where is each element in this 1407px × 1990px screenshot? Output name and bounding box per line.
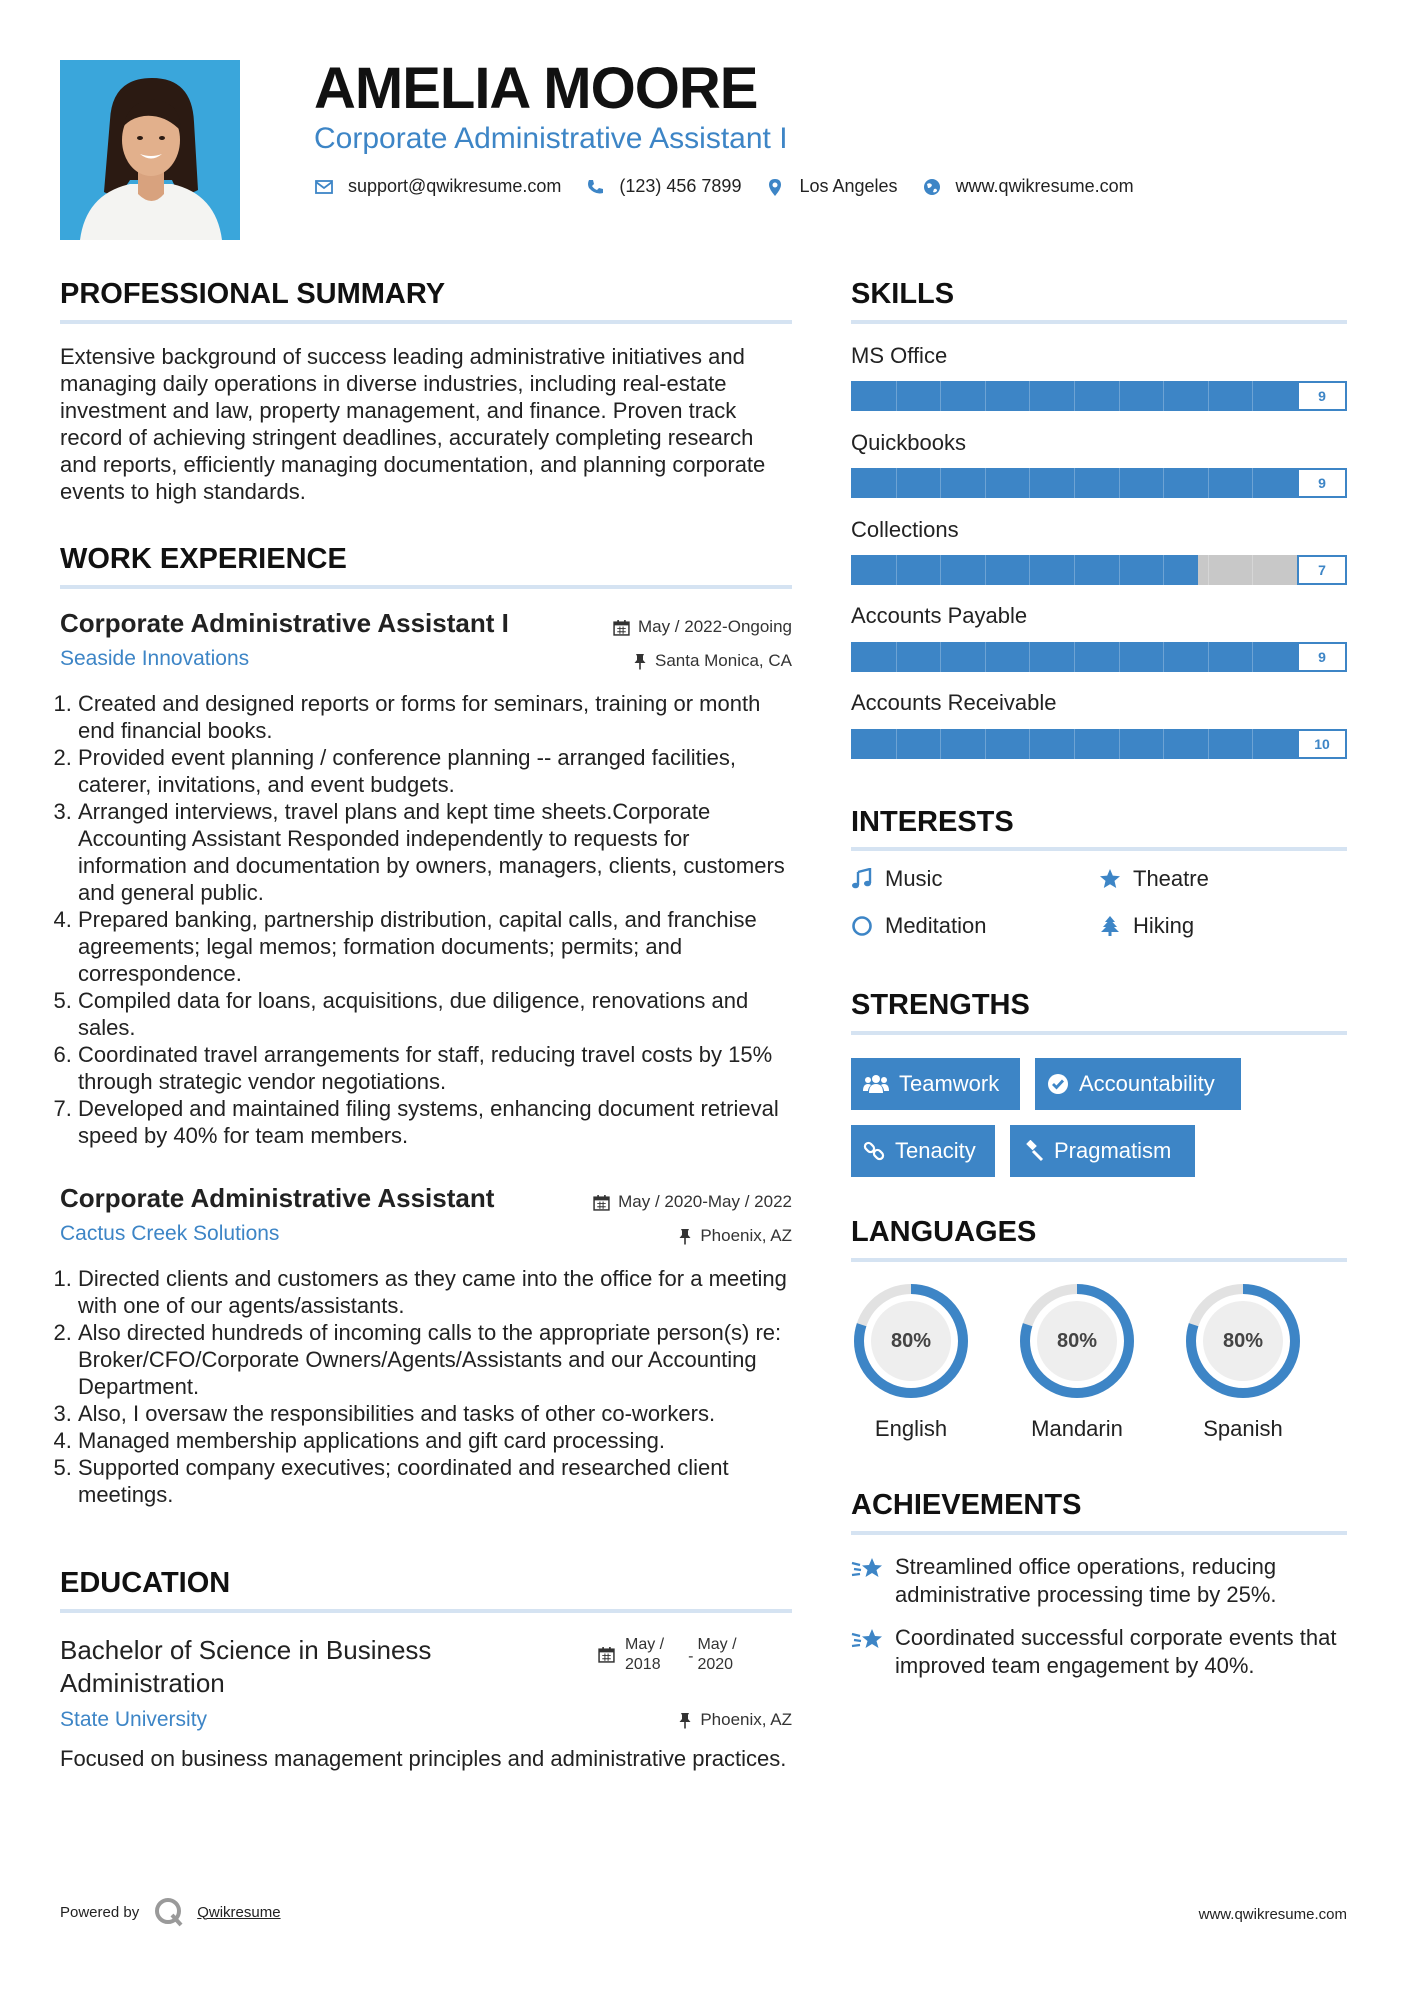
job-location (678, 1226, 792, 1246)
duty-item: 6. Coordinated travel arrangements for staff, reducing travel costs by 15% through strategic vendor negotiations. (78, 1041, 792, 1095)
skill-bar (851, 381, 1347, 411)
work-heading: WORK EXPERIENCE (60, 543, 347, 575)
date-separator: - (688, 1648, 694, 1665)
job-title: Corporate Administrative Assistant I (60, 608, 509, 638)
skill-segment-divider (1208, 555, 1209, 585)
job-dates (613, 617, 792, 637)
strength-tag (1010, 1125, 1195, 1177)
skill-score: 9 (1297, 381, 1347, 411)
skill-label: Accounts Payable (851, 603, 1028, 628)
skill-segment-divider (896, 555, 897, 585)
shooting-star-icon (851, 1626, 885, 1656)
language-item (1182, 1280, 1304, 1442)
company-name: Seaside Innovations (60, 647, 250, 670)
check-circle-icon (1047, 1073, 1069, 1095)
strengths-heading: STRENGTHS (851, 989, 1030, 1021)
job-dates-text: May / 2020-May / 2022 (618, 1192, 792, 1211)
duty-item: 3. Arranged interviews, travel plans and kept time sheets.Corporate Accounting Assistant Responded independently to requests for information and documentation by owners, managers, clients, customers and general public. (78, 798, 792, 906)
duty-item: 5. Supported company executives; coordinated and researched client meetings. (78, 1454, 792, 1508)
languages-heading: LANGUAGES (851, 1216, 1037, 1248)
skill-fill (851, 729, 1347, 759)
powered-by-text: Powered by (60, 1903, 140, 1921)
skill-segment-divider (1208, 468, 1209, 498)
duty-item: 4. Prepared banking, partnership distribution, capital calls, and franchise agreements; legal memos; formation documents; permits; and correspondence. (78, 906, 792, 987)
interest-label: Meditation (885, 913, 987, 938)
candidate-title: Corporate Administrative Assistant I (314, 122, 788, 155)
skill-bar (851, 642, 1347, 672)
skill-segment-divider (1074, 729, 1075, 759)
interest-hiking (1099, 913, 1194, 939)
skill-label: Accounts Receivable (851, 690, 1057, 715)
gavel-icon (1022, 1140, 1044, 1162)
start-year: 2018 (625, 1656, 661, 1673)
contact-location (765, 176, 897, 197)
skill-segment-divider (940, 381, 941, 411)
skill-segment-divider (940, 642, 941, 672)
skill-segment-divider (940, 468, 941, 498)
language-percent: 80% (1056, 1329, 1098, 1352)
portrait-illustration (60, 60, 240, 240)
degree-title (60, 1634, 431, 1700)
skill-segment-divider (1252, 555, 1253, 585)
degree-line: Bachelor of Science in Business (60, 1635, 432, 1665)
skill-segment-divider (940, 555, 941, 585)
skill-score: 9 (1297, 468, 1347, 498)
envelope-icon (314, 177, 334, 197)
skill-segment-divider (1119, 555, 1120, 585)
skill-label: Collections (851, 517, 959, 542)
language-percent: 80% (1222, 1329, 1264, 1352)
skill-segment-divider (1119, 468, 1120, 498)
school-name: State University (60, 1708, 208, 1731)
skill-segment-divider (1119, 729, 1120, 759)
skill-segment-divider (1074, 642, 1075, 672)
location-text: Los Angeles (799, 176, 898, 196)
skill-segment-divider (1029, 729, 1030, 759)
summary-heading: PROFESSIONAL SUMMARY (60, 278, 446, 310)
skill-segment-divider (1208, 381, 1209, 411)
contact-phone[interactable] (585, 176, 741, 197)
skill-segment-divider (1163, 468, 1164, 498)
job-location-text: Phoenix, AZ (700, 1226, 792, 1245)
education-location-text: Phoenix, AZ (700, 1710, 792, 1729)
strength-label: Teamwork (899, 1071, 1000, 1096)
interest-label: Hiking (1133, 913, 1195, 938)
skill-segment-divider (1074, 555, 1075, 585)
strength-label: Pragmatism (1054, 1138, 1172, 1163)
globe-icon (922, 177, 942, 197)
skill-segment-divider (1029, 468, 1030, 498)
candidate-name: AMELIA MOORE (314, 56, 758, 121)
skill-score: 9 (1297, 642, 1347, 672)
skill-segment-divider (985, 381, 986, 411)
job-location (633, 651, 792, 671)
duty-item: 7. Developed and maintained filing systems, enhancing document retrieval speed by 40% for team members. (78, 1095, 792, 1149)
end-month: May / (697, 1636, 737, 1653)
job-title: Corporate Administrative Assistant (60, 1183, 495, 1213)
calendar-icon (613, 619, 630, 636)
music-note-icon (851, 868, 873, 890)
skill-segment-divider (1208, 642, 1209, 672)
language-name: Mandarin (1031, 1416, 1123, 1441)
map-marker-icon (765, 177, 785, 197)
strength-tag (851, 1058, 1020, 1110)
skill-segment-divider (1163, 555, 1164, 585)
skill-label: Quickbooks (851, 430, 966, 455)
skill-segment-divider (1119, 381, 1120, 411)
pushpin-icon (678, 1228, 692, 1245)
strength-tag (1035, 1058, 1241, 1110)
skill-segment-divider (1074, 381, 1075, 411)
footer-branding (60, 1896, 281, 1928)
calendar-icon (593, 1194, 610, 1211)
strength-label: Tenacity (895, 1138, 976, 1163)
skill-segment-divider (1252, 468, 1253, 498)
footer-website[interactable]: www.qwikresume.com (1198, 1906, 1347, 1923)
summary-divider (60, 320, 792, 324)
achievements-divider (851, 1531, 1347, 1535)
website-text: www.qwikresume.com (955, 176, 1134, 196)
duty-item: 2. Also directed hundreds of incoming calls to the appropriate person(s) re: Broker/CFO/Corporate Owners/Agents/Assistants and our Accounting Department. (78, 1319, 792, 1400)
users-icon (863, 1073, 889, 1095)
skill-segment-divider (1252, 729, 1253, 759)
skill-score: 7 (1297, 555, 1347, 585)
skill-fill (851, 555, 1198, 585)
skill-segment-divider (1163, 381, 1164, 411)
calendar-icon (598, 1646, 615, 1663)
pushpin-icon (678, 1712, 692, 1729)
interest-label: Theatre (1133, 866, 1209, 891)
skill-segment-divider (1029, 381, 1030, 411)
job-dates (593, 1192, 792, 1212)
job-duties-list (60, 690, 792, 1149)
education-dates (598, 1635, 737, 1675)
skill-segment-divider (896, 729, 897, 759)
skill-segment-divider (896, 468, 897, 498)
start-date (625, 1635, 664, 1675)
job-location-text: Santa Monica, CA (654, 651, 792, 670)
phone-text: (123) 456 7899 (619, 176, 742, 196)
circle-icon (851, 915, 873, 937)
qwikresume-logo-icon (153, 1896, 185, 1928)
achievement-text: Streamlined office operations, reducing administrative processing time by 25%. (895, 1554, 1277, 1607)
achievements-heading: ACHIEVEMENTS (851, 1489, 1082, 1521)
skill-bar (851, 729, 1347, 759)
pushpin-icon (633, 653, 647, 670)
company-name: Cactus Creek Solutions (60, 1222, 280, 1245)
duty-item: 4. Managed membership applications and gift card processing. (78, 1427, 792, 1454)
profile-photo (60, 60, 240, 240)
skill-segment-divider (1252, 642, 1253, 672)
interests-divider (851, 847, 1347, 851)
duty-item: 5. Compiled data for loans, acquisitions, due diligence, renovations and sales. (78, 987, 792, 1041)
skill-segment-divider (985, 729, 986, 759)
end-date (697, 1635, 736, 1675)
link-icon (863, 1140, 885, 1162)
language-item (1016, 1280, 1138, 1442)
work-divider (60, 585, 792, 589)
email-text: support@qwikresume.com (348, 176, 562, 196)
strengths-divider (851, 1031, 1347, 1035)
end-year: 2020 (697, 1656, 734, 1673)
strength-label: Accountability (1079, 1071, 1215, 1096)
achievement-text: Coordinated successful corporate events that improved team engagement by 40%. (895, 1625, 1337, 1678)
phone-icon (585, 177, 605, 197)
language-name: English (874, 1416, 948, 1441)
skill-segment-divider (1074, 468, 1075, 498)
start-month: May / (625, 1636, 665, 1653)
degree-line: Administration (60, 1668, 225, 1698)
language-item (850, 1280, 972, 1442)
duty-item: 1. Directed clients and customers as they came into the office for a meeting with one of our agents/assistants. (78, 1265, 792, 1319)
skill-label: MS Office (851, 343, 948, 368)
strength-tag (851, 1125, 995, 1177)
language-name: Spanish (1203, 1416, 1283, 1441)
contact-email[interactable] (314, 176, 561, 197)
skill-segment-divider (1029, 555, 1030, 585)
qwikresume-link[interactable]: Qwikresume (197, 1903, 281, 1921)
tree-icon (1099, 915, 1121, 937)
skills-heading: SKILLS (851, 278, 955, 310)
skill-segment-divider (1029, 642, 1030, 672)
contact-website[interactable] (922, 176, 1134, 197)
achievement-item (851, 1553, 1347, 1609)
job-dates-text: May / 2022-Ongoing (637, 617, 792, 636)
languages-divider (851, 1258, 1347, 1262)
skill-segment-divider (1163, 729, 1164, 759)
job-duties-list (60, 1265, 792, 1508)
skill-bar (851, 555, 1347, 585)
language-percent: 80% (890, 1329, 932, 1352)
duty-item: 2. Provided event planning / conference planning -- arranged facilities, caterer, invitations, and event budgets. (78, 744, 792, 798)
skill-bar (851, 468, 1347, 498)
interest-theatre (1099, 866, 1209, 892)
skill-segment-divider (1119, 642, 1120, 672)
skills-divider (851, 320, 1347, 324)
duty-item: 3. Also, I oversaw the responsibilities and tasks of other co-workers. (78, 1400, 792, 1427)
education-divider (60, 1609, 792, 1613)
skill-segment-divider (1208, 729, 1209, 759)
star-icon (1099, 868, 1121, 890)
skill-segment-divider (985, 468, 986, 498)
education-description: Focused on business management principles and administrative practices. (60, 1746, 787, 1771)
interest-music (851, 866, 942, 892)
skill-segment-divider (1163, 642, 1164, 672)
skill-score: 10 (1297, 729, 1347, 759)
interests-heading: INTERESTS (851, 806, 1014, 838)
education-location (678, 1710, 792, 1730)
shooting-star-icon (851, 1555, 885, 1585)
achievement-item (851, 1624, 1347, 1680)
interest-meditation (851, 913, 987, 939)
skill-segment-divider (985, 642, 986, 672)
contact-bar (314, 176, 1158, 197)
skill-segment-divider (985, 555, 986, 585)
duty-item: 1. Created and designed reports or forms for seminars, training or month end financial books. (78, 690, 792, 744)
interest-label: Music (885, 866, 943, 891)
skill-segment-divider (940, 729, 941, 759)
education-heading: EDUCATION (60, 1567, 231, 1599)
skill-segment-divider (896, 642, 897, 672)
skill-segment-divider (1252, 381, 1253, 411)
skill-segment-divider (896, 381, 897, 411)
summary-text: Extensive background of success leading administrative initiatives and managing daily operations in diverse industries, including real-estate investment and law, property management, and finance. Proven track record of achieving stringent deadlines, accurately completing research and reports, efficiently managing documentation, and planning corporate events to high standards. (60, 344, 766, 504)
